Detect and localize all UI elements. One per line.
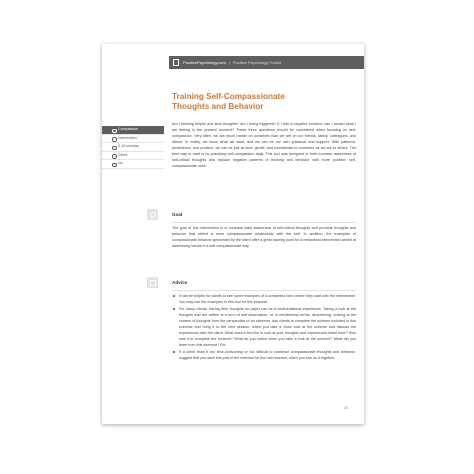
page-title xyxy=(172,92,352,112)
divider xyxy=(172,222,356,223)
goal-heading: Goal xyxy=(172,212,183,217)
sidebar-item-label: Client xyxy=(118,152,128,157)
person-icon xyxy=(112,154,117,159)
page-number: 20 xyxy=(344,406,348,410)
goal-icon xyxy=(147,209,158,220)
divider xyxy=(172,290,356,291)
sidebar-item-audience xyxy=(102,152,164,161)
logo-icon xyxy=(173,59,179,66)
sidebar-item-intervention xyxy=(102,135,164,144)
list-item: For many clients, having their thoughts on paper can be a confrontational experience. Taking a look at the thoughts that are written is a form of self-observation, or, in mindfulness terms, decentering: looking at the content of thoughts from the perspective of an observer. Ask clients to complete the scheme included in this exercise and bring it to the next session, when you take a close look at the scheme and discuss the experiences with the client: What does it feel like to look at your thoughts and experiences listed here? How was it to complete the scheme? What do you notice when you take a look at the scheme? What did you learn from this exercise? Etc. xyxy=(172,306,356,348)
intro-paragraph: Am I thinking helpful and kind thoughts? Am I being triggered? If I feel a negative emotion, can I accept what I am feeling in the present moment? These three questions should be considered when focusing on self-compassion. Very often, we are much harder on ourselves than we are on our friends, family, colleagues, and others. In reality, we know what we want, and we can be our own guidance and support. With patience, persistence, and practice, we can be just as kind, gentle, and considerate to ourselves as we are to others. The best way to start is by practicing self-compassion daily. This tool was designed to both increase awareness of self-critical thoughts and replace negative patterns of thinking and behavior with more positive, self-compassionate ones. xyxy=(172,122,356,168)
lightbulb-icon xyxy=(150,280,156,286)
sidebar xyxy=(102,126,164,169)
title-line-1: Training Self-Compassionate xyxy=(172,92,285,101)
advice-list xyxy=(172,293,356,362)
title-line-2: Thoughts and Behavior xyxy=(172,102,264,111)
advice-icon xyxy=(147,277,158,288)
header-separator: | xyxy=(228,60,230,65)
document-page xyxy=(102,44,364,424)
advice-heading: Advice xyxy=(172,280,188,285)
type-icon xyxy=(112,137,117,142)
target-icon xyxy=(150,212,156,218)
header-section: Positive Psychology Toolkit xyxy=(232,60,281,65)
header-bar xyxy=(169,56,364,69)
sidebar-item-label: Compassion xyxy=(118,127,138,131)
list-item: It can be helpful for clients to see some examples of a completed form before they start with the intervention. You may use the examples in this tool for this purpose. xyxy=(172,293,356,305)
status-icon xyxy=(112,163,117,168)
sidebar-item-label: No xyxy=(118,161,123,165)
header-text xyxy=(183,59,281,66)
header-brand-suffix: .com xyxy=(217,60,226,65)
sidebar-item-no xyxy=(102,160,164,169)
category-icon xyxy=(112,129,117,134)
header-brand: PositivePsychology xyxy=(183,60,218,65)
clock-icon xyxy=(112,146,117,151)
sidebar-item-label: 5-10 min/day xyxy=(118,144,139,148)
list-item: If a client finds it too time-consuming or too difficult to construct compassionate thoughts and behavior, suggest that you save this part of the exercise for the next session, when you can do it together. xyxy=(172,349,356,361)
sidebar-item-label: Intervention xyxy=(118,135,137,140)
sidebar-item-compassion xyxy=(102,126,164,135)
sidebar-item-duration xyxy=(102,143,164,152)
goal-paragraph: The goal of this intervention is to increase daily awareness of self-critical thoughts and promote thoughts and behavior that reflect a more compassionate relationship with the self. In addition, the examples of compassionate behavior generated by the client offer a great starting point for a behavioral intervention aimed at addressing issues in a self-compassionate way. xyxy=(172,226,356,248)
